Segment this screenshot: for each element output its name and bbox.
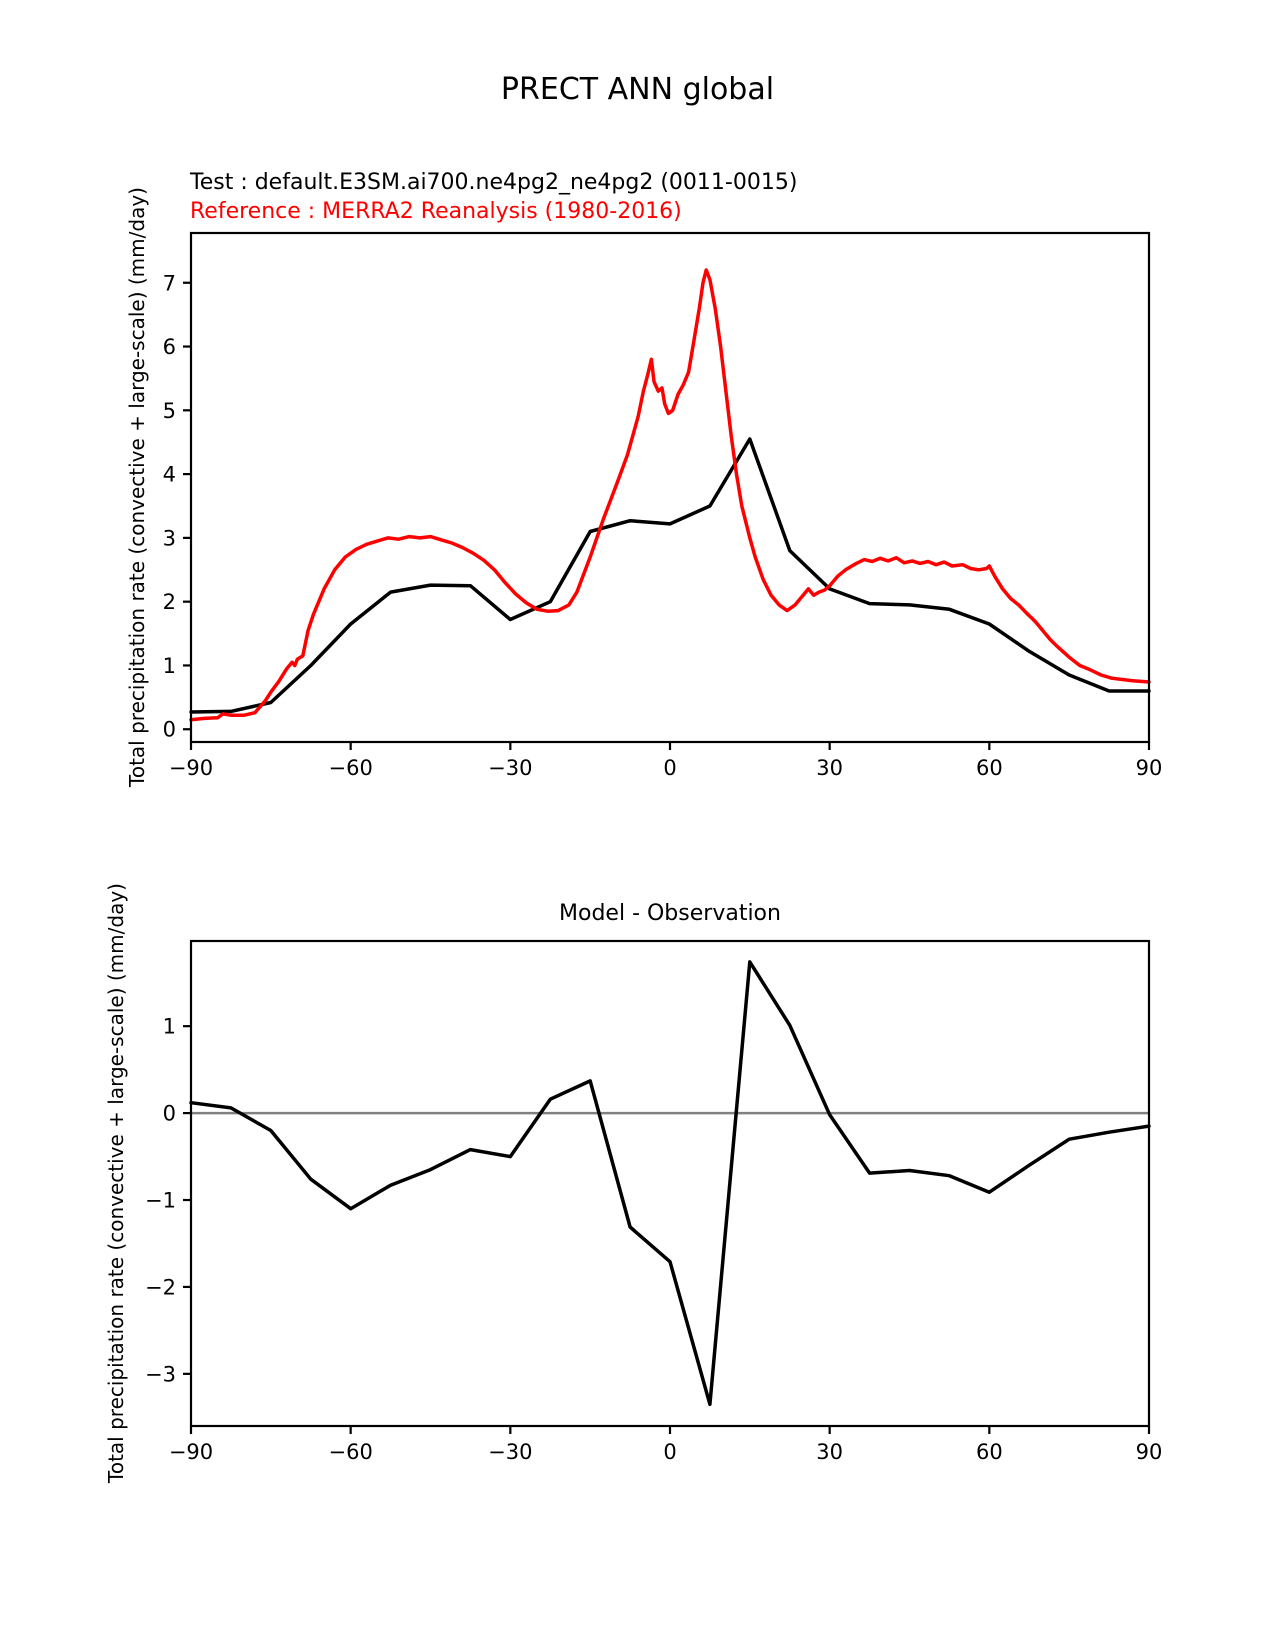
series-line-test [191,439,1149,712]
x-tick-label: 60 [975,1440,1003,1464]
top-y-axis-label: Total precipitation rate (convective + large-scale) (mm/day) [125,187,149,787]
x-tick-label: 0 [663,1440,677,1464]
x-tick-label: 30 [816,756,844,780]
y-tick-label: 2 [162,590,176,615]
axes-border [191,233,1149,742]
bottom-plot-canvas [121,921,1179,1476]
y-tick-label: 3 [162,526,176,551]
y-tick-label: −3 [145,1362,176,1387]
x-tick-label: 90 [1135,1440,1163,1464]
series-line-difference [191,962,1149,1404]
series-line-reference [191,270,1149,720]
legend-test-label: Test : default.E3SM.ai700.ne4pg2_ne4pg2 (0011-0015) [190,170,798,195]
figure-title: PRECT ANN global [500,72,775,107]
top-plot-canvas [121,213,1179,792]
x-tick-label: 90 [1135,756,1163,780]
y-tick-label: 1 [162,1014,176,1039]
y-tick-label: −1 [145,1188,176,1213]
y-tick-label: 7 [162,271,176,296]
x-tick-label: 0 [663,756,677,780]
bottom-plot-title: Model - Observation [559,901,781,926]
y-tick-label: 6 [162,335,176,360]
x-tick-label: 60 [975,756,1003,780]
y-tick-label: 4 [162,462,176,487]
x-tick-label: −90 [168,756,214,780]
legend-reference-label: Reference : MERRA2 Reanalysis (1980-2016) [190,199,682,224]
x-tick-label: −60 [328,756,373,780]
y-tick-label: 5 [162,398,176,423]
y-tick-label: 0 [162,717,176,742]
x-tick-label: −90 [168,1440,214,1464]
x-tick-label: 30 [816,1440,844,1464]
y-tick-label: 0 [162,1101,176,1126]
bottom-y-axis-label: Total precipitation rate (convective + large-scale) (mm/day) [104,883,128,1483]
x-tick-label: −60 [328,1440,373,1464]
y-tick-label: 1 [162,653,176,678]
y-tick-label: −2 [145,1275,176,1300]
x-tick-label: −30 [488,756,533,780]
x-tick-label: −30 [488,1440,533,1464]
